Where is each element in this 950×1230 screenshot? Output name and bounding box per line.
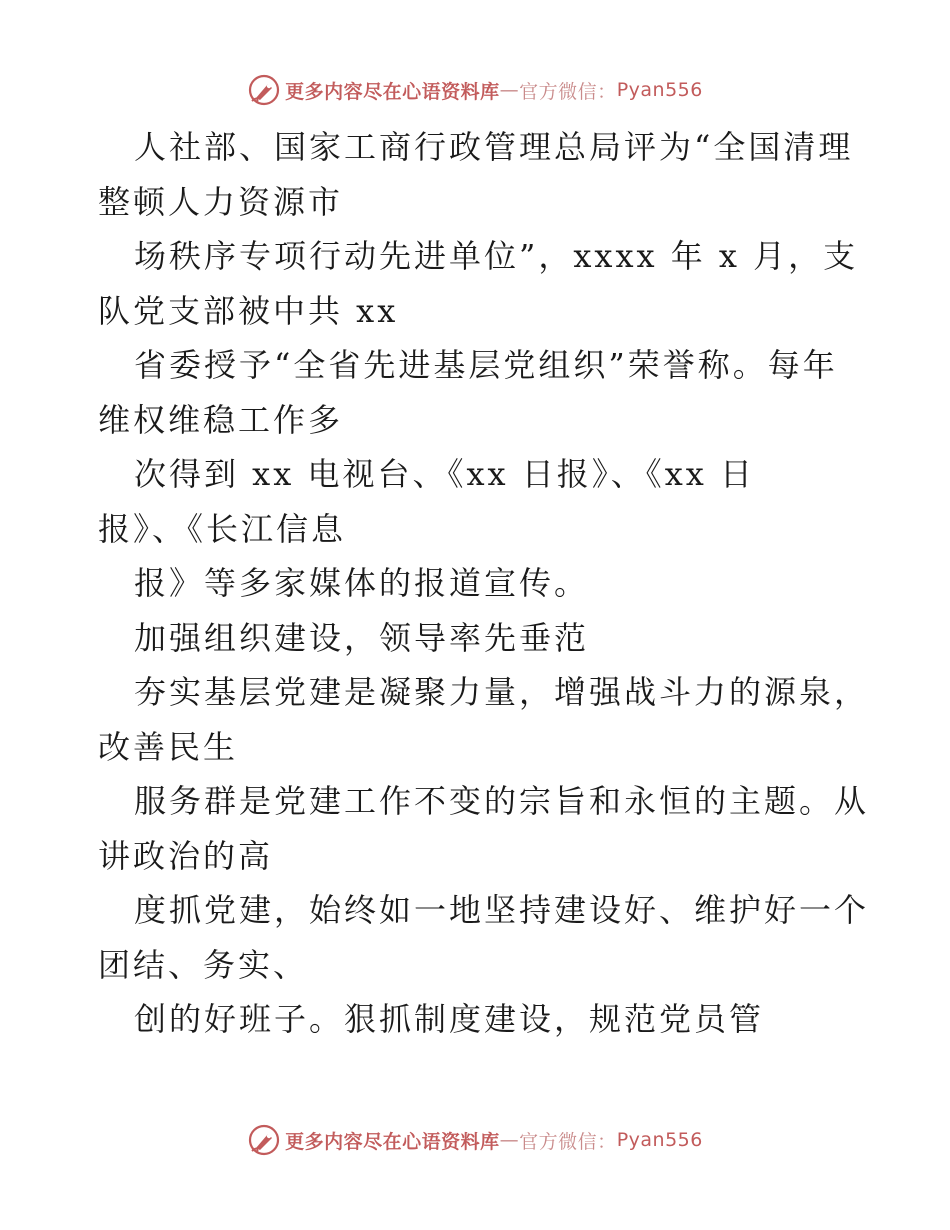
text-line: 整顿人力资源市: [98, 182, 344, 221]
text-line: 夯实基层党建是凝聚力量，增强战斗力的源泉，: [134, 673, 870, 711]
watermark-separator: —: [499, 1129, 520, 1151]
watermark-separator: —: [499, 79, 520, 101]
pen-nib-logo-icon: [247, 73, 281, 107]
text-line: 次得到 xx 电视台、《xx 日报》、《xx 日: [134, 455, 755, 493]
text-line: 场秩序专项行动先进单位”，xxxx 年 x 月，支: [134, 237, 859, 275]
pen-nib-logo-icon: [247, 1123, 281, 1157]
text-line: 加强组织建设，领导率先垂范: [134, 618, 590, 657]
text-line: 报》、《长江信息: [98, 509, 347, 548]
watermark-account: Pyan556: [616, 79, 703, 101]
text-line: 维权维稳工作多: [98, 400, 344, 439]
text-line: 队党支部被中共 xx: [98, 291, 399, 330]
document-body: [98, 120, 870, 1047]
watermark-wechat-label: 官方微信：: [519, 1130, 617, 1153]
text-line: 改善民生: [98, 727, 239, 766]
footer-watermark: [0, 1120, 950, 1160]
watermark-site-name: 更多内容尽在心语资料库: [285, 80, 500, 103]
watermark-site-name: 更多内容尽在心语资料库: [285, 1130, 500, 1153]
text-line: 团结、务实、: [98, 945, 309, 984]
text-line: 人社部、国家工商行政管理总局评为“全国清理: [134, 128, 854, 166]
text-line: 创的好班子。狠抓制度建设，规范党员管: [134, 1000, 765, 1038]
header-watermark: [0, 70, 950, 110]
text-line: 讲政治的高: [98, 836, 274, 875]
text-line: 报》等多家媒体的报道宣传。: [134, 564, 590, 602]
text-line: 省委授予“全省先进基层党组织”荣誉称。每年: [134, 346, 838, 384]
text-line: 度抓党建，始终如一地坚持建设好、维护好一个: [134, 891, 870, 929]
watermark-wechat-label: 官方微信：: [519, 80, 617, 103]
watermark-account: Pyan556: [616, 1129, 703, 1151]
text-line: 服务群是党建工作不变的宗旨和永恒的主题。从: [134, 782, 870, 820]
